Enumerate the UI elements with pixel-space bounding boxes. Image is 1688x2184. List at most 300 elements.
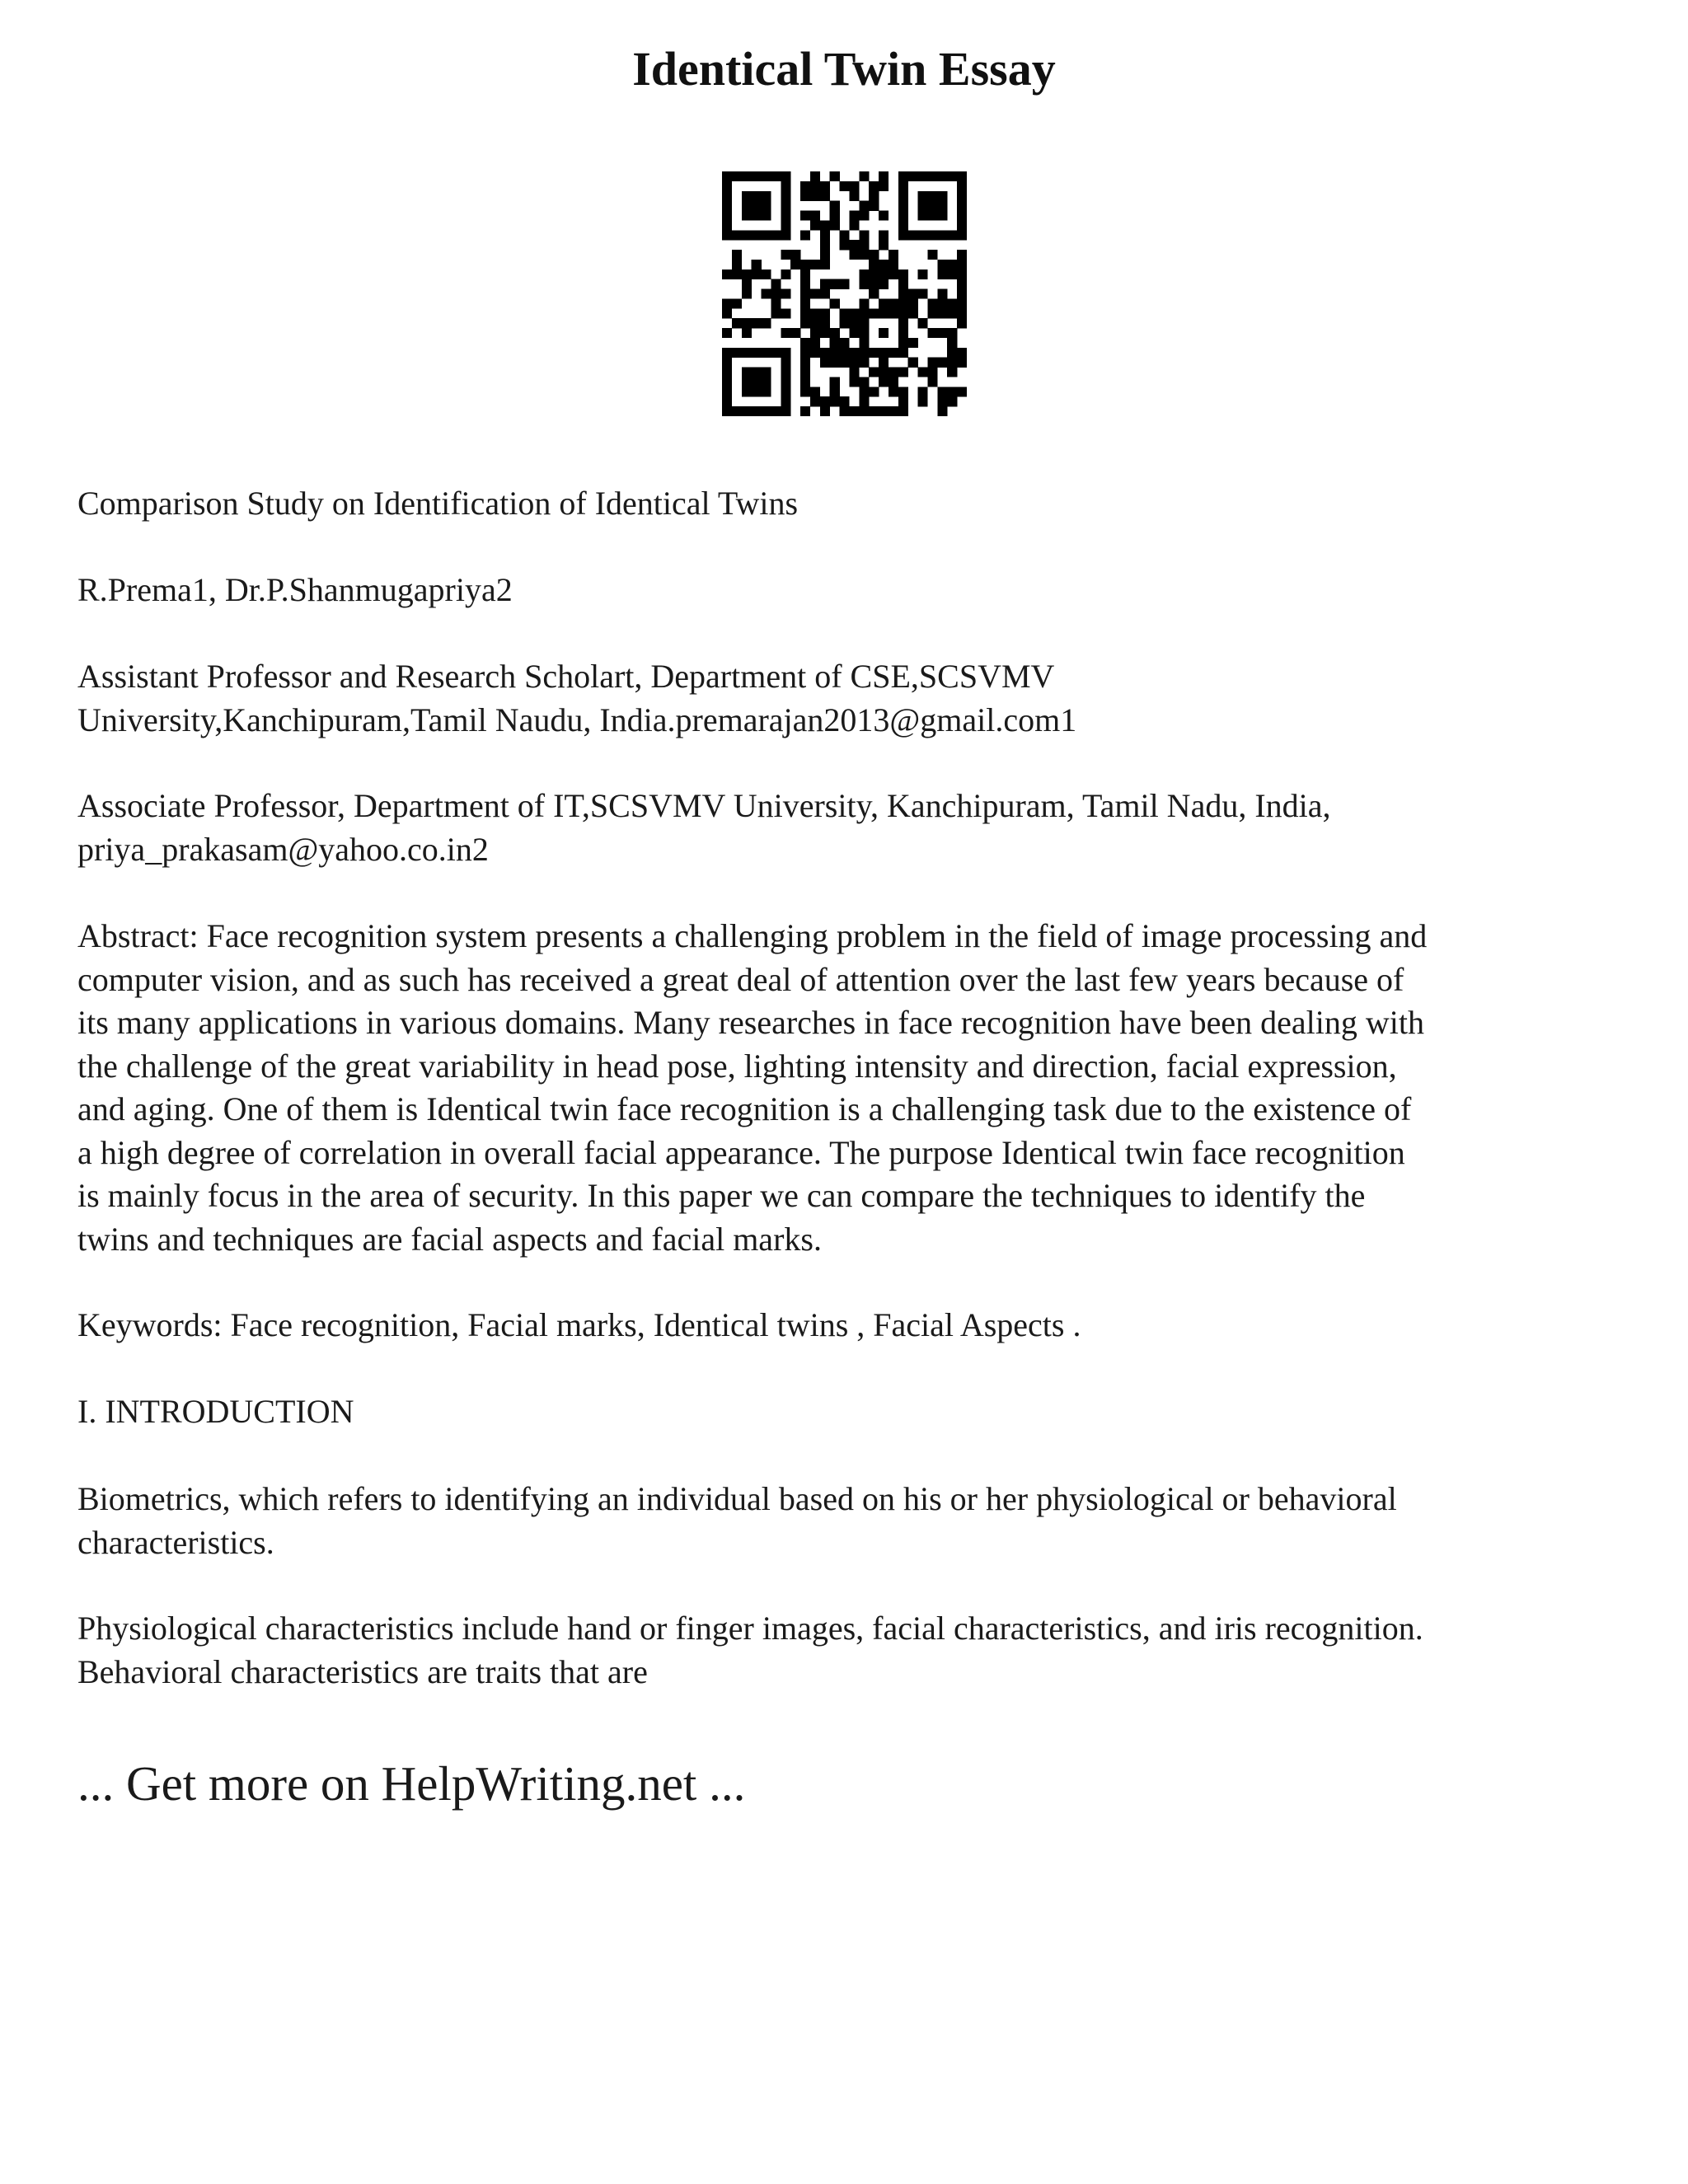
qr-module [869, 406, 879, 416]
qr-module [800, 358, 810, 368]
qr-module [898, 269, 908, 279]
qr-module [927, 358, 937, 368]
get-more-link[interactable]: ... Get more on HelpWriting.net ... [77, 1756, 746, 1811]
qr-module [830, 396, 840, 406]
qr-module [752, 230, 762, 240]
qr-module [927, 250, 937, 260]
qr-module [722, 298, 732, 308]
qr-module [859, 318, 869, 328]
qr-module [830, 338, 840, 348]
qr-module [840, 240, 850, 250]
qr-module [889, 377, 898, 387]
qr-module [732, 260, 742, 269]
qr-module [849, 181, 859, 191]
qr-module [849, 191, 859, 201]
qr-module [957, 260, 967, 269]
qr-module [781, 308, 790, 318]
qr-module [849, 406, 859, 416]
qr-module [918, 289, 928, 299]
qr-module [947, 308, 957, 318]
qr-module [898, 348, 908, 358]
qr-module [810, 191, 820, 201]
abstract-line: the challenge of the great variability in head pose, lighting intensity and direction, facial expression, [77, 1047, 1397, 1085]
qr-module [879, 269, 889, 279]
study-title: Comparison Study on Identification of Identical Twins [77, 485, 799, 522]
qr-module [957, 250, 967, 260]
qr-module [732, 348, 742, 358]
qr-module [742, 269, 752, 279]
qr-module [869, 368, 879, 377]
qr-module [898, 387, 908, 396]
qr-module [830, 358, 840, 368]
qr-module [927, 211, 937, 221]
qr-module [762, 368, 771, 377]
qr-module [947, 260, 957, 269]
qr-module [918, 269, 928, 279]
qr-module [722, 220, 732, 230]
qr-module [840, 318, 850, 328]
qr-module [800, 348, 810, 358]
qr-module [947, 171, 957, 181]
qr-module [918, 368, 928, 377]
abstract-line: a high degree of correlation in overall facial appearance. The purpose Identical twin face recognition [77, 1133, 1405, 1171]
qr-module [722, 191, 732, 201]
qr-module [879, 171, 889, 181]
qr-module [908, 298, 918, 308]
qr-module [869, 387, 879, 396]
qr-module [742, 230, 752, 240]
qr-module [849, 348, 859, 358]
qr-module [820, 240, 830, 250]
qr-module [800, 318, 810, 328]
qr-module [947, 387, 957, 396]
qr-module [742, 318, 752, 328]
qr-module [859, 250, 869, 260]
qr-module [898, 211, 908, 221]
qr-module [722, 269, 732, 279]
qr-module [957, 230, 967, 240]
qr-module [849, 358, 859, 368]
qr-module [869, 279, 879, 289]
abstract-line: is mainly focus in the area of security. In this paper we can compare the techniques to identify the [77, 1177, 1366, 1214]
qr-module [869, 269, 879, 279]
qr-module [859, 171, 869, 181]
qr-module [859, 269, 869, 279]
qr-module [937, 171, 947, 181]
qr-module [849, 211, 859, 221]
qr-module [947, 269, 957, 279]
qr-module [820, 348, 830, 358]
qr-module [898, 279, 908, 289]
abstract-line: computer vision, and as such has received a great deal of attention over the last few years because of [77, 960, 1404, 998]
abstract-line: Abstract: Face recognition system presents a challenging problem in the field of image processing and [77, 917, 1428, 954]
qr-module [908, 171, 918, 181]
qr-module [800, 269, 810, 279]
qr-module [937, 191, 947, 201]
qr-module [859, 358, 869, 368]
qr-module [722, 396, 732, 406]
qr-module [898, 230, 908, 240]
physiological-paragraph [77, 1607, 1627, 1694]
qr-module [898, 298, 908, 308]
qr-module [781, 289, 790, 299]
qr-module [918, 191, 928, 201]
qr-module [771, 298, 781, 308]
qr-module [898, 308, 908, 318]
qr-module [810, 171, 820, 181]
qr-module [742, 211, 752, 221]
qr-module [947, 338, 957, 348]
qr-module [800, 338, 810, 348]
qr-module [937, 289, 947, 299]
qr-module [840, 358, 850, 368]
qr-module [957, 358, 967, 368]
qr-module [722, 201, 732, 211]
qr-module [859, 406, 869, 416]
qr-module [752, 201, 762, 211]
qr-module [800, 368, 810, 377]
qr-module [830, 220, 840, 230]
qr-module [937, 406, 947, 416]
qr-module [927, 201, 937, 211]
qr-module [752, 406, 762, 416]
qr-module [732, 298, 742, 308]
qr-module [957, 211, 967, 221]
qr-module [762, 191, 771, 201]
qr-module [947, 396, 957, 406]
qr-module [859, 279, 869, 289]
qr-module [957, 171, 967, 181]
qr-module [927, 328, 937, 338]
qr-module [840, 406, 850, 416]
qr-module [762, 318, 771, 328]
qr-module [722, 328, 732, 338]
qr-module [781, 396, 790, 406]
qr-module [722, 181, 732, 191]
qr-module [752, 171, 762, 181]
qr-module [908, 358, 918, 368]
qr-module [879, 348, 889, 358]
qr-module [947, 348, 957, 358]
qr-module [937, 396, 947, 406]
qr-module [810, 260, 820, 269]
qr-module [859, 308, 869, 318]
qr-module [859, 230, 869, 240]
qr-module [820, 328, 830, 338]
qr-module [790, 260, 800, 269]
qr-module [742, 191, 752, 201]
qr-module [762, 201, 771, 211]
qr-module [810, 308, 820, 318]
qr-module [781, 377, 790, 387]
qr-module [732, 250, 742, 260]
qr-module [752, 377, 762, 387]
qr-module [810, 328, 820, 338]
qr-module [927, 191, 937, 201]
qr-module [820, 220, 830, 230]
qr-module [742, 377, 752, 387]
qr-module [937, 230, 947, 240]
qr-module [898, 406, 908, 416]
qr-module [820, 406, 830, 416]
qr-module [898, 318, 908, 328]
qr-module [898, 191, 908, 201]
qr-module [889, 260, 898, 269]
qr-module [781, 387, 790, 396]
qr-module [889, 269, 898, 279]
qr-module [957, 269, 967, 279]
qr-module [947, 298, 957, 308]
qr-module [918, 387, 928, 396]
qr-module [830, 387, 840, 396]
authors: R.Prema1, Dr.P.Shanmugapriya2 [77, 571, 513, 608]
qr-module [957, 191, 967, 201]
affiliation-1 [77, 655, 1627, 742]
qr-module [820, 279, 830, 289]
qr-module [781, 171, 790, 181]
biometrics-line-2: characteristics. [77, 1523, 274, 1561]
qr-module [781, 220, 790, 230]
qr-module [918, 396, 928, 406]
qr-module [830, 171, 840, 181]
qr-module [752, 191, 762, 201]
qr-module [752, 260, 762, 269]
qr-module [800, 308, 810, 318]
qr-module [889, 298, 898, 308]
qr-module [771, 279, 781, 289]
qr-module [820, 191, 830, 201]
qr-module [762, 289, 771, 299]
qr-module [722, 171, 732, 181]
qr-module [927, 230, 937, 240]
qr-module [820, 289, 830, 299]
qr-module [869, 289, 879, 299]
qr-module [820, 230, 830, 240]
abstract-paragraph [77, 915, 1627, 1261]
qr-module [957, 348, 967, 358]
qr-module [820, 181, 830, 191]
qr-module [879, 358, 889, 368]
qr-module [898, 328, 908, 338]
qr-module [800, 387, 810, 396]
qr-module [830, 201, 840, 211]
qr-module [840, 338, 850, 348]
qr-module [800, 406, 810, 416]
qr-module [781, 368, 790, 377]
qr-module [742, 201, 752, 211]
qr-module [937, 308, 947, 318]
affiliation-2-line-2: priya_prakasam@yahoo.co.in2 [77, 830, 489, 868]
qr-module [879, 406, 889, 416]
qr-module [771, 230, 781, 240]
biometrics-line-1: Biometrics, which refers to identifying an individual based on his or her physiological or behavioral [77, 1480, 1397, 1517]
qr-module [908, 230, 918, 240]
qr-module [859, 201, 869, 211]
qr-module [918, 171, 928, 181]
affiliation-2-line-1: Associate Professor, Department of IT,SCSVMV University, Kanchipuram, Tamil Nadu, India, [77, 787, 1331, 824]
qr-module [800, 377, 810, 387]
qr-module [752, 368, 762, 377]
qr-module [937, 387, 947, 396]
document-title: Identical Twin Essay [632, 42, 1056, 96]
qr-module [830, 328, 840, 338]
qr-module [762, 377, 771, 387]
qr-module [732, 318, 742, 328]
qr-module [889, 250, 898, 260]
qr-module [771, 308, 781, 318]
qr-module [869, 250, 879, 260]
qr-module [927, 308, 937, 318]
qr-module [869, 201, 879, 211]
keywords: Keywords: Face recognition, Facial marks, Identical twins , Facial Aspects . [77, 1306, 1081, 1343]
qr-module [722, 211, 732, 221]
affiliation-2 [77, 785, 1627, 871]
qr-module [800, 191, 810, 201]
qr-module [752, 318, 762, 328]
qr-module [957, 220, 967, 230]
qr-module [781, 406, 790, 416]
qr-module [830, 377, 840, 387]
qr-module [927, 368, 937, 377]
qr-module [771, 406, 781, 416]
qr-module [732, 230, 742, 240]
qr-module [889, 348, 898, 358]
qr-module [810, 289, 820, 299]
physiological-line-2: Behavioral characteristics are traits that are [77, 1652, 648, 1690]
qr-module [781, 191, 790, 201]
qr-module [849, 240, 859, 250]
qr-module [908, 289, 918, 299]
qr-module [722, 387, 732, 396]
qr-module [762, 387, 771, 396]
qr-module [820, 250, 830, 260]
qr-module [889, 368, 898, 377]
qr-module [889, 406, 898, 416]
qr-module [810, 348, 820, 358]
qr-module [937, 211, 947, 221]
keywords-paragraph [77, 1304, 1627, 1347]
qr-module [820, 260, 830, 269]
qr-module [859, 396, 869, 406]
qr-module [810, 318, 820, 328]
qr-module [762, 406, 771, 416]
physiological-line-1: Physiological characteristics include hand or finger images, facial characteristics, and iris recognition. [77, 1610, 1423, 1647]
qr-module [840, 279, 850, 289]
qr-module [752, 348, 762, 358]
qr-module [820, 308, 830, 318]
qr-module [889, 387, 898, 396]
qr-module [927, 171, 937, 181]
qr-module [810, 338, 820, 348]
qr-module [810, 387, 820, 396]
qr-module [781, 348, 790, 358]
qr-module [879, 181, 889, 191]
qr-module [800, 211, 810, 221]
qr-module [937, 260, 947, 269]
qr-module [898, 368, 908, 377]
qr-module [781, 201, 790, 211]
qr-module [781, 211, 790, 221]
qr-module [840, 181, 850, 191]
qr-module [820, 358, 830, 368]
qr-module [830, 211, 840, 221]
qr-module [762, 230, 771, 240]
qr-module [957, 318, 967, 328]
qr-module [722, 308, 732, 318]
qr-module [752, 211, 762, 221]
qr-module [879, 260, 889, 269]
qr-module [742, 279, 752, 289]
qr-module [898, 289, 908, 299]
study-title-paragraph [77, 482, 1627, 526]
qr-module [879, 279, 889, 289]
qr-module [859, 240, 869, 250]
qr-module [781, 230, 790, 240]
section-heading: I. INTRODUCTION [77, 1393, 354, 1430]
qr-module [800, 260, 810, 269]
qr-module [790, 250, 800, 260]
qr-module [781, 269, 790, 279]
qr-module [742, 171, 752, 181]
qr-module [859, 377, 869, 387]
qr-module [898, 181, 908, 191]
qr-module [781, 358, 790, 368]
qr-module [937, 269, 947, 279]
qr-module [820, 396, 830, 406]
qr-module [771, 289, 781, 299]
abstract-line: its many applications in various domains. Many researches in face recognition have been dealing with [77, 1004, 1424, 1041]
qr-module [859, 298, 869, 308]
qr-module [918, 230, 928, 240]
abstract-line: and aging. One of them is Identical twin face recognition is a challenging task due to the existence of [77, 1090, 1412, 1127]
qr-module [781, 181, 790, 191]
qr-module [898, 338, 908, 348]
qr-module [957, 298, 967, 308]
qr-module [742, 328, 752, 338]
qr-module [722, 406, 732, 416]
qr-module [869, 348, 879, 358]
qr-module [947, 328, 957, 338]
qr-module [859, 211, 869, 221]
qr-module [859, 328, 869, 338]
qr-module [762, 269, 771, 279]
affiliation-1-line-1: Assistant Professor and Research Scholart, Department of CSE,SCSVMV [77, 658, 1055, 695]
qr-module [732, 171, 742, 181]
qr-module [742, 406, 752, 416]
qr-module [849, 368, 859, 377]
qr-module [800, 230, 810, 240]
qr-module [781, 250, 790, 260]
affiliation-1-line-2: University,Kanchipuram,Tamil Naudu, India.premarajan2013@gmail.com1 [77, 701, 1077, 738]
qr-module [918, 211, 928, 221]
qr-module [732, 406, 742, 416]
qr-module [908, 338, 918, 348]
qr-module [762, 171, 771, 181]
qr-module [762, 348, 771, 358]
qr-module [947, 358, 957, 368]
qr-module [937, 201, 947, 211]
qr-module [957, 201, 967, 211]
qr-module [790, 328, 800, 338]
qr-module [879, 211, 889, 221]
biometrics-paragraph [77, 1478, 1627, 1564]
qr-module [879, 368, 889, 377]
qr-module [810, 181, 820, 191]
qr-module [869, 308, 879, 318]
qr-module [840, 308, 850, 318]
introduction-heading-paragraph [77, 1390, 1627, 1434]
qr-module [742, 387, 752, 396]
